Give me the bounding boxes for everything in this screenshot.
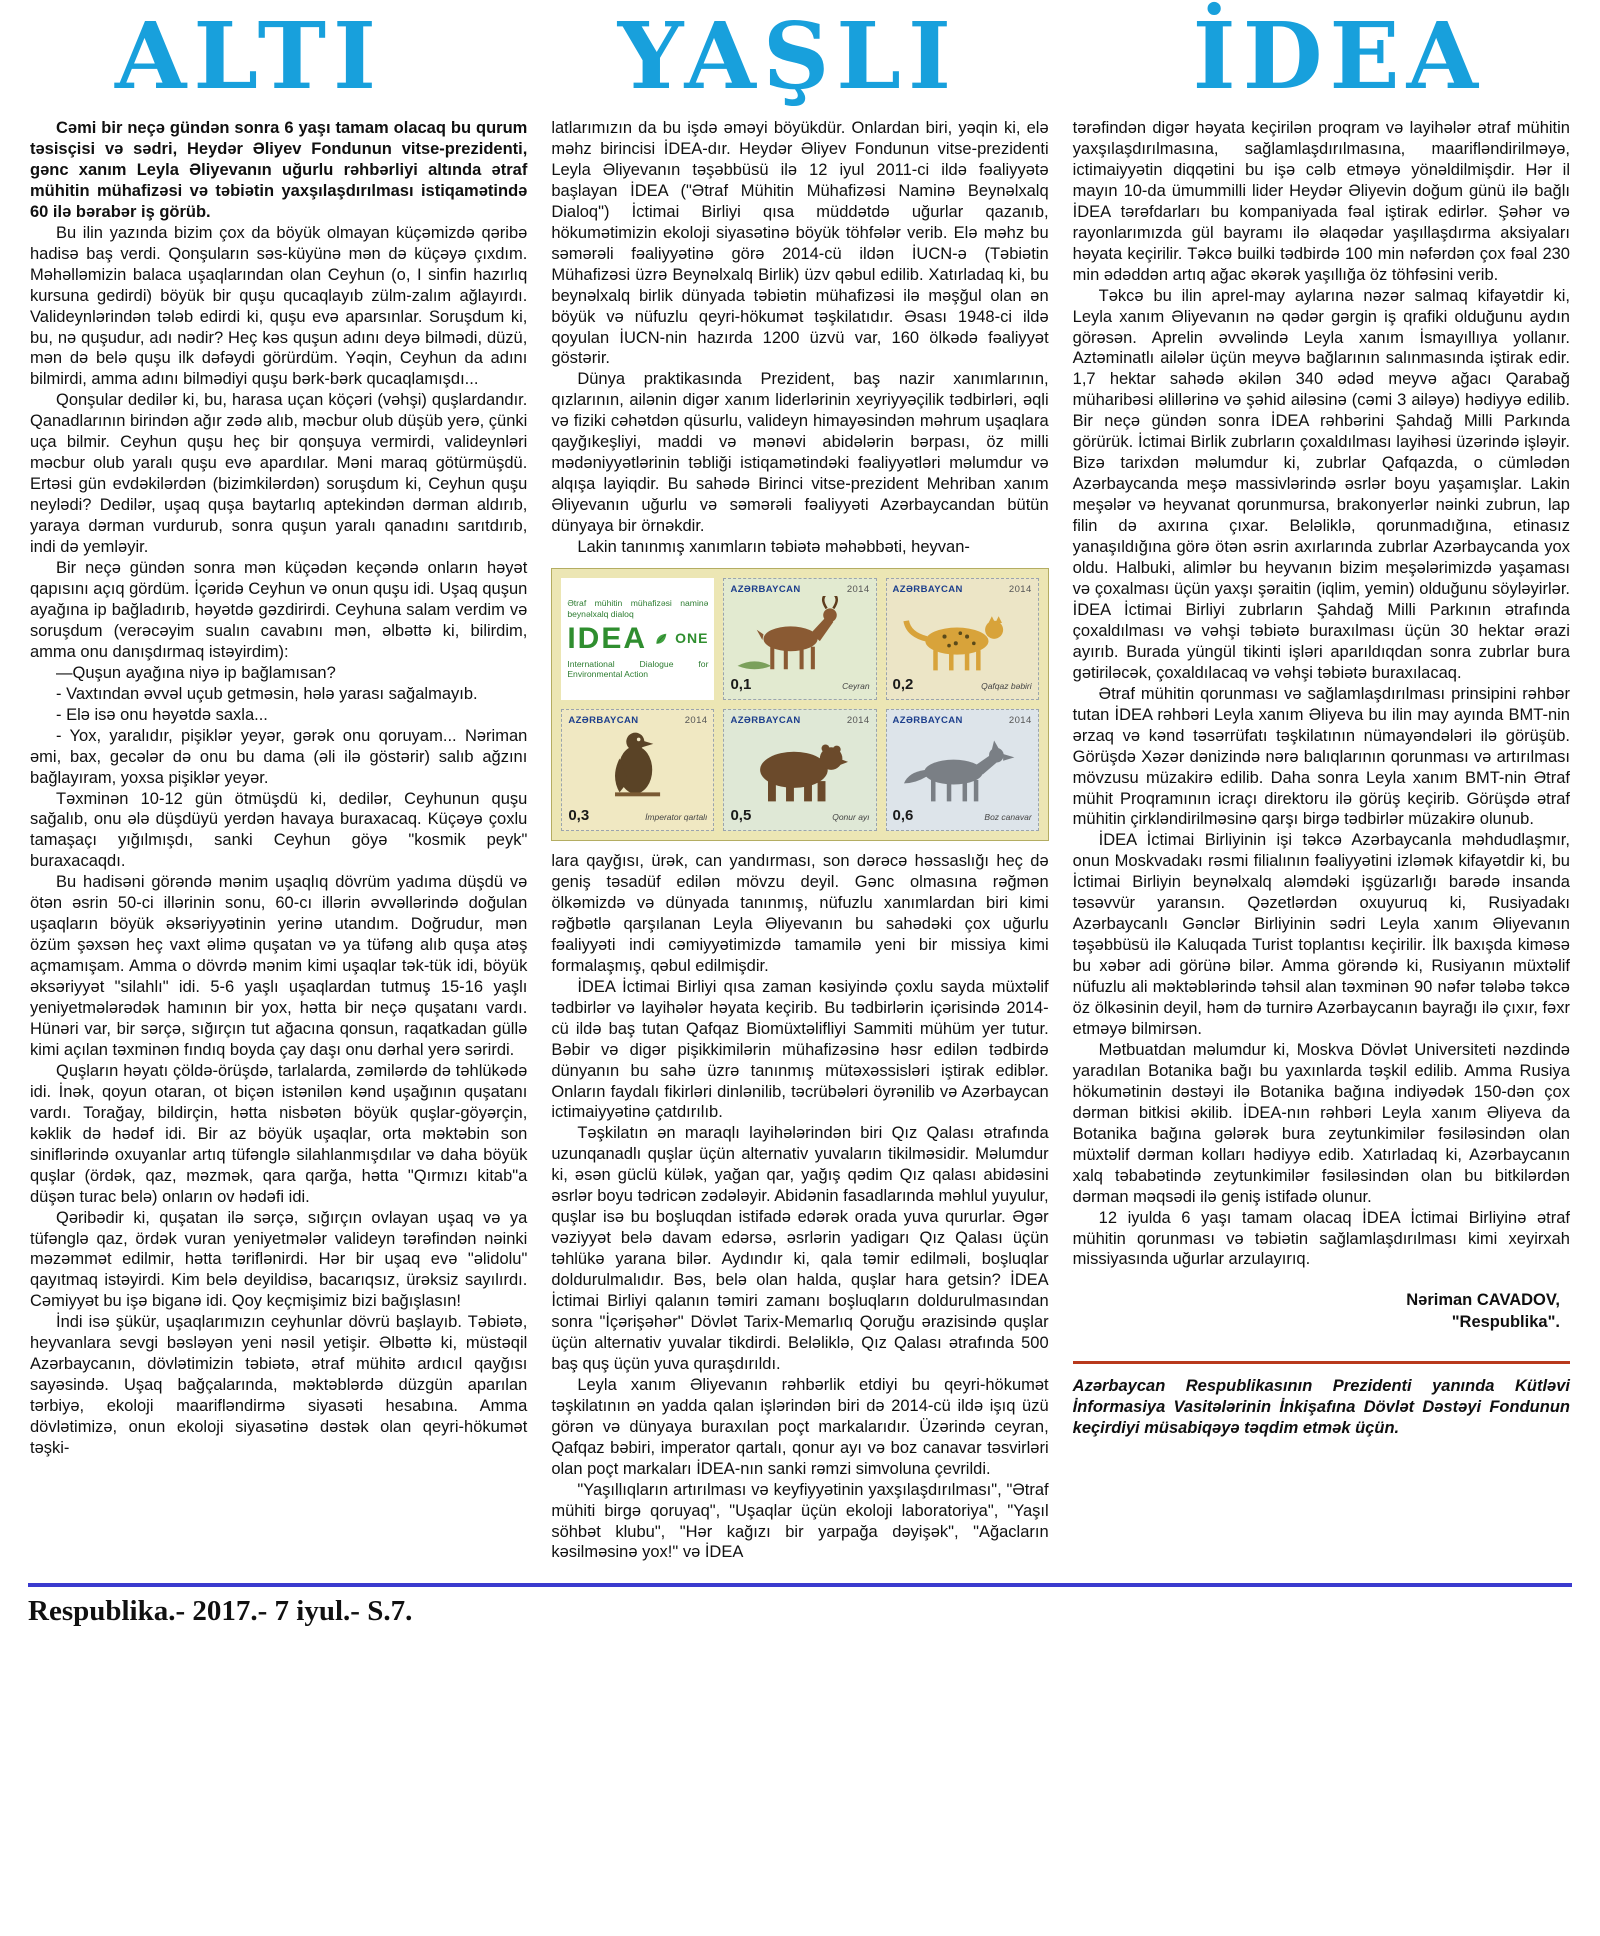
paragraph: Bu hadisəni görəndə mənim uşaqlıq dövrüm yadıma düşdü və ötən əsrin 50-ci illərinin sonu, 60-cı illərin əvvəllərində doğulan uşaqların böyük əksəriyyətinin yerinə utandım. Doğrudur, mən özüm şəxsən heç vaxt əlimə quşatan və ya tüfəng alıb quşa atəş açmamışam. Amma o dövrdə mənim kimi uşaqlar tək-tük idi, böyük əksəriyyət "silahlı" idi. 5-6 yaşlı uşaqlardan tutmuş 15-16 yaşlı yeniyetmələrədək hamının bir yox, hətta bir neçə quşatanı vardı. Hünəri var, bir sərçə, sığırçın tut ağacına qonsun, raqatkadan güllə kimi açılan təxminən fındıq boyda çay daşı onu dərhal yerə sərirdi. (30, 873, 528, 1059)
paragraph: Mətbuatdan məlumdur ki, Moskva Dövlət Universiteti nəzdində yaradılan Botanika bağı bu yaxınlarda təşkil edilib. Amma Rusiya hökumətinin dəstəyi ilə Botanika bağına indiyədək 150-dən çox dərman bitkisi əkilib. İDEA-nın rəhbəri Leyla xanım Əliyeva da Botanika bağına gələrək bura zeytunkimilər fəsiləsindən olan müxtəlif dərman kolları hədiyyə edib. Xatırladaq ki, Azərbaycanın xalq təbabətində zeytunkimilər fəsiləsindən olan bu bitkilərdən dərman məqsədi ilə geniş istifadə olunur. (1072, 1040, 1570, 1206)
stamp-year: 2014 (1008, 715, 1032, 727)
article-body (0, 102, 1600, 1563)
stamp-country: AZƏRBAYCAN (892, 715, 963, 727)
paragraph: Qəribədir ki, quşatan ilə sərçə, sığırçın ovlayan uşaq və ya tüfənglə qaz, ördək vuran yeniyetmələr valideyn tərəfindən nəinki məzəmmət edilmir, hətta təriflənirdi. Hər bir uşaq evə "əlidolu" qayıtmaq istəyirdi. Kim belə deyildisə, bacarıqsız, ürəksiz sayılırdı. Cəmiyyət bu işə biganə idi. Qoy keçmişimiz bizi bağışlasın! (30, 1208, 528, 1311)
stamps-sheet-image (551, 568, 1048, 841)
stamp-country: AZƏRBAYCAN (892, 584, 963, 596)
paragraph: - Vaxtından əvvəl uçub getməsin, hələ yarası sağalmayıb. (56, 684, 478, 703)
byline-author: Nəriman CAVADOV, (1406, 1291, 1560, 1310)
citation-footer: Respublika.- 2017.- 7 iyul.- S.7. (28, 1595, 413, 1628)
stamp-value: 0,5 (730, 806, 752, 824)
paragraph: Lakin tanınmış xanımların təbiətə məhəbbəti, heyvan- (577, 538, 970, 557)
stamp-country: AZƏRBAYCAN (730, 584, 801, 596)
stamp-eagle (561, 709, 714, 831)
stamp-country: AZƏRBAYCAN (730, 715, 801, 727)
masthead (0, 0, 1600, 110)
paragraph: Təxminən 10-12 gün ötmüşdü ki, dedilər, Ceyhunun quşu sağalıb, onu ələ düşdüyü yerdən havaya buraxacaq. Küçəyə çoxlu tamaşaçı yığılmışdı, sanki Ceyhun göyə "kosmik peyk" buraxacaqdı. (30, 789, 528, 871)
column-1-paragraphs (30, 223, 527, 1459)
masthead-word-1: ALTI (115, 2, 384, 110)
stamp-animal-name: İmperator qartalı (645, 811, 708, 822)
stamp-year: 2014 (684, 715, 708, 727)
stamp-bear (723, 709, 876, 831)
paragraph: Leyla xanım Əliyevanın rəhbərlik etdiyi bu qeyri-hökumət təşkilatının ən yadda qalan işlərindən biri də 2014-cü ildə işıq üzü görən və dünyaya buraxılan poçt markalarıdır. Üzərində ceyran, Qafqaz bəbiri, imperator qartalı, qonur ayı və boz canavar təsvirləri olan poçt markaları İDEA-nın sanki rəmzi simvoluna çevrildi. (551, 1375, 1049, 1478)
stamp-value: 0,6 (892, 806, 914, 824)
paragraph: Ətraf mühitin qorunması və sağlamlaşdırılması prinsipini rəhbər tutan İDEA rəhbəri Leyla xanım Əliyeva bu ilin may ayında BMT-nin ərzaq və kənd təsərrüfatı təşkilatının nümayəndələri ilə görüşüb. Görüşdə Xəzər dənizində nərə balıqlarının qorunması və artırılması mövzusu müzakirə edilib. Daha sonra Leyla xanım BMT-nin Ətraf mühit Proqramının icraçı direktoru ilə görüş keçirib. Görüşdə ətraf mühitin çirkləndirilməsinə qarşı birgə tədbirlər müzakirə olunub. (1072, 684, 1570, 829)
paragraph: - Yox, yaralıdır, pişiklər yeyər, gərək onu qoruyam... Nəriman əmi, bax, gecələr də onu bu dama (əli ilə göstərir) salıb ağzını bağlayıram, yoxsa pişiklər yeyər. (30, 726, 528, 787)
paragraph: Qonşular dedilər ki, bu, harasa uçan köçəri (vəhşi) quşlardandır. Qanadlarının birindən ağır zədə alıb, məcbur olub düşüb yerə, çünki uça bilmir. Ceyhun quşu heç bir qonşuya vermirdi, valideynləri məcbur olub yaralı quşu evə apardılar. Məni maraq götürmüşdü. Ertəsi gün evdəkilərdən (bizimkilərdən) soruşdum ki, Ceyhun quşu neylədi? Dedilər, uşaq quşa baytarlıq aptekindən dərman aldırıb, yaraya dərman vurdurub, sonra quşun yaralı qanadını sarıtdırıb, indi də yemləyir. (30, 391, 528, 557)
stamp-country: AZƏRBAYCAN (568, 715, 639, 727)
paragraph: Bir neçə gündən sonra mən küçədən keçəndə onların həyət qapısını açıq gördüm. İçəridə Ceyhun və onun quşu idi. Uşaq quşun ayağına ip bağladırıb, həyətdə gəzdirirdi. Ceyhuna salam verdim və soruşdum (verəcəyim sualın cavabını mən, əlbəttə ki, bilirdim, amma onu danışdırmaq istəyirdim): (30, 559, 528, 661)
eagle-icon (568, 727, 707, 806)
column-2-bottom-paragraphs (551, 851, 1048, 1563)
paragraph: "Yaşıllıqların artırılması və keyfiyyətinin yaxşılaşdırılması", "Ətraf mühiti birgə qoruyaq", "Uşaqlar üçün ekoloji laboratoriya", "Yaşıl söhbət klubu", "Hər kağızı bir yarpağa dəyişək", "Ağacların kəsilməsinə yox!" və İDEA (551, 1480, 1049, 1562)
paragraph: Quşların həyatı çöldə-örüşdə, tarlalarda, zəmilərdə də təhlükədə idi. İnək, qoyun otaran, ot biçən istənilən kənd uşağının quşatanı vardı. Torağay, bildirçin, hətta nisbətən böyük quşlar-göyərçin, kəklik də hədəf idi. Bir az böyük uşaqlar, orta məktəbin son siniflərində oxuyanlar artıq tüfənglə silahlanmışdılar və daha böyük quşlar (ördək, qaz, məzmək, qara qarğa, hətta "Qırmızı kitab"a düşən turac belə) onların ov hədəfi idi. (30, 1061, 528, 1206)
column-1 (30, 118, 527, 1563)
idea-tagline-en: International Dialogue for Environmental Action (567, 659, 709, 680)
masthead-word-2: YAŞLI (617, 2, 959, 110)
stamp-value: 0,1 (730, 675, 752, 693)
paragraph: tərəfindən digər həyata keçirilən proqram və layihələr ətraf mühitin yaxşılaşdırılmasına, sağlamlaşdırılmasına, maarifləndirilməyə, ictimaiyyətin diqqətini bu işə cəlb etməyə yönəldilmişdir. Hər il mayın 10-da ümummilli lider Heydər Əliyevin doğum günü ilə bağlı İDEA tərəfdarları bu kompaniyada fəal iştirak edirlər. Şəhər və rayonlarımızda gül bayramı ilə əlaqədar yaşıllaşdırma aksiyaları həyata keçirilir. Təkcə builki tədbirdə 100 min nəfərdən çox fəal 230 min ədəddən artıq ağac əkərək yaşıllığa öz töhfəsini verib. (1072, 119, 1570, 284)
paragraph: lara qayğısı, ürək, can yandırması, son dərəcə həssaslığı heç də geniş təsadüf edilən mövzu deyil. Gənc olmasına rəğmən ölkəmizdə və dünyada tanınmış, nüfuzlu xanımlardan biri kimi rəğbətlə qarşılanan Leyla Əliyevanın bu sahədəki çox uğurlu fəaliyyəti indi cəmiyyətimizdə tamamilə yeni bir missiya kimi formalaşmış, qəbul edilmişdir. (551, 852, 1049, 975)
stamp-animal-name: Boz canavar (984, 811, 1032, 822)
idea-one-text: ONE (675, 630, 709, 647)
idea-logo-text: IDEA (567, 622, 648, 656)
masthead-word-3: İDEA (1192, 2, 1485, 110)
stamp-wolf (886, 709, 1039, 831)
paragraph: İDEA İctimai Birliyinin işi təkcə Azərbaycanla məhdudlaşmır, onun Moskvadakı rəsmi filialının fəaliyyətini izləmək kifayətdir ki, bu İctimai Birliyin beynəlxalq aləmdəki işgüzarlığı barədə insanda təsəvvür yaransın. Qəzetlərdən oxuyuruq ki, Rusiyadakı Azərbaycanlı Gənclər Birliyinin sədri Leyla xanım Əliyevanın təşəbbüsü ilə Kaluqada Turist toplantısı keçirilir. İlk baxışda kiməsə bu xəbər adi görünə bilər. Amma görəndə ki, Rusiyanın müxtəlif nüfuzlu ali məktəblərində təhsil alan təxminən 90 nəfər tələbə təkcə öz ölkəsinin deyil, həm də turnirə Azərbaycanın bayrağı ilə çıxır, fəxr etməyə bilmirsən. (1072, 831, 1570, 1038)
bear-icon (730, 727, 869, 806)
stamp-year: 2014 (846, 715, 870, 727)
note-separator-line (1073, 1361, 1570, 1364)
stamp-value: 0,2 (892, 675, 914, 693)
contest-note: Azərbaycan Respublikasının Prezidenti yanında Kütləvi İnformasiya Vasitələrinin İnkişafına Dövlət Dəstəyi Fondunun keçirdiyi müsabiqəyə təqdim etmək üçün. (1072, 1377, 1570, 1438)
stamp-animal-name: Ceyran (842, 680, 870, 691)
byline-source: "Respublika". (1451, 1312, 1560, 1331)
byline (1073, 1290, 1570, 1333)
paragraph: Dünya praktikasında Prezident, baş nazir xanımlarının, qızlarının, ailənin digər xanım liderlərinin xeyriyyəçilik tədbirləri, əqli və fiziki cəhətdən qüsurlu, valideyn himayəsindən məhrum uşaqlara qayğıkeşliyi, maddi və mənəvi abidələrin bərpası, öz milli mədəniyyətlərinin təbliği istiqamətindəki fəaliyyətləri məlumdur və alqışa layiqdir. Bu sahədə Birinci vitse-prezident Mehriban xanım Əliyevanın uğurlu və səmərəli fəaliyyəti Azərbaycandan bütün dünyaya bir örnəkdir. (551, 370, 1049, 536)
wolf-icon (893, 727, 1032, 806)
column-2 (551, 118, 1048, 1563)
paragraph: Təşkilatın ən maraqlı layihələrindən biri Qız Qalası ətrafında uzunqanadlı quşlar üçün alternativ yuvaların tikilməsidir. Məlumdur ki, əsən güclü külək, yağan qar, yağış qədim Qız qalası abidəsini əsrlər boyu tədricən zədələyir. Abidənin fasadlarında məhlul yuyulur, quşlar isə bu boşluqdan istifadə edərək orada yuva qururlar. Əgər vəziyyət belə davam edərsə, əsrlərin yadigarı Qız Qalası üçün təhlükə yarana bilər. Aydındır ki, qala təmir edilməli, boşluqlar doldurulmalıdır. Bəs, belə olan halda, quşlar hara getsin? İDEA İctimai Birliyi qalanın təmiri zamanı boşluqların doldurulmasından sonra "İçərişəhər" Dövlət Tarix-Memarlıq Qoruğu ərazisində quşlar üçün alternativ yuvalar tikdirdi. Beləliklə, Qız Qalası ətrafında 500 baş quş üçün yuva quraşdırıldı. (551, 1124, 1049, 1373)
column-3 (1073, 118, 1570, 1563)
lead-paragraph: Cəmi bir neçə gündən sonra 6 yaşı tamam olacaq bu qurum təsisçisi və sədri, Heydər Əliyev Fondunun vitse-prezidenti, gənc xanım Leyla Əliyevanın uğurlu rəhbərliyi altında ətraf mühitin mühafizəsi və təbiətin yaxşılaşdırılması istiqamətində 60 ilə bərabər iş görüb. (30, 119, 528, 221)
idea-tagline-az: Ətraf mühitin mühafizəsi naminə beynəlxalq dialoq (567, 598, 709, 619)
column-3-paragraphs (1073, 118, 1570, 1270)
column-2-top-paragraphs (551, 118, 1048, 558)
paragraph: - Elə isə onu həyətdə saxla... (56, 705, 268, 724)
paragraph: 12 iyulda 6 yaşı tamam olacaq İDEA İctimai Birliyinə ətraf mühitin qorunması və təbiətin sağlamlaşdırılması kimi xeyirxah missiyasında uğurlar arzulayırıq. (1072, 1208, 1570, 1269)
stamp-animal-name: Qafqaz bəbiri (981, 680, 1032, 691)
gazelle-icon (730, 596, 869, 675)
leaf-icon (654, 628, 668, 650)
stamp-year: 2014 (846, 584, 870, 596)
stamp-gazelle (723, 578, 876, 700)
footer-rule (28, 1583, 1572, 1587)
leopard-icon (893, 596, 1032, 675)
stamp-animal-name: Qonur ayı (832, 811, 870, 822)
paragraph: İndi isə şükür, uşaqlarımızın ceyhunlar dövrü başlayıb. Təbiətə, heyvanlara sevgi bəsləyən yeni nəsil yetişir. Əlbəttə ki, müstəqil Azərbaycanın, dövlətimizin təbiətə, ətraf mühitə ardıcıl qayğısı sayəsində. Uşaq bağçalarında, məktəblərdə düzgün aparılan tərbiyə, ekoloji maarifləndirmə siyasəti hesabına. Amma dövlətimizə, onun ekoloji siyasətinə dəstək olan qeyri-hökumət təşki- (30, 1313, 528, 1458)
stamp-year: 2014 (1008, 584, 1032, 596)
paragraph: Təkcə bu ilin aprel-may aylarına nəzər salmaq kifayətdir ki, Leyla xanım Əliyevanın nə qədər gərgin iş qrafiki olduğunu aydın görəsən. Aprelin əvvəlində Leyla xanım İsmayıllıya yollanır. Aztəminatlı ailələr üçün meyvə bağlarının salınmasında iştirak edir. 1,7 hektar sahədə əkilən 340 ədəd meyvə ağacı Qarabağ müharibəsi əlillərinə və şəhid ailəsinə (cəmi 3 ailəyə) hədiyyə edilib. Bir neçə gündən sonra İDEA rəhbərini Şahdağ Milli Parkında görürük. İctimai Birlik zubrların çoxaldılması layihəsi üzərində işləyir. Bizə tarixdən məlumdur ki, zubrlar Qafqazda, o cümlədən Azərbaycanda meşə massivlərində əsrlər boyu yaşamışlar. Lakin meşələr və heyvanat qorunmursa, brakonyerlər nəinki zubrun, lap filin də axırına çıxar. Beləliklə, qorunmadığına, etinasız yanaşıldığına görə ötən əsrin axırlarında zubrlar Azərbaycanda yox oldu. Halbuki, alimlər bu heyvanın bizim meşələrimizdə yaşaması və çoxalması üçün yaxşı şəraitin (iqlim, yemin) olduğunu söyləyirlər. İDEA İctimai Birliyi zubrların Şahdağ Milli Parkının ətrafında çoxaldılması və vəhşi təbiətə buraxılması üçün 30 hektar ərazi ayırıb. Burada yüngül tikinti işləri aparıldıqdan sonra zubrlar bura gətiriləcək, çoxaldılacaq və vəhşi təbiətə buraxılacaq. (1072, 286, 1570, 682)
stamp-leopard (886, 578, 1039, 700)
stamp-value: 0,3 (568, 806, 590, 824)
paragraph: İDEA İctimai Birliyi qısa zaman kəsiyində çoxlu sayda müxtəlif tədbirlər və layihələr həyata keçirib. Bu tədbirlərin içərisində 2014-cü ildə baş tutan Qafqaz Biomüxtəlifliyi Sammiti mühüm yer tutur. Bəbir və digər pişikkimilərin mühafizəsinə həsr edilən tədbirdə dünyanın bu sahə üzrə tanınmış mütəxəssisləri iştirak ediblər. Onların faydalı fikirləri dinlənilib, təcrübələri öyrənilib və Azərbaycan ictimaiyyətinə çatdırılıb. (551, 977, 1049, 1122)
paragraph: Bu ilin yazında bizim çox da böyük olmayan küçəmizdə qəribə hadisə baş verdi. Qonşuların səs-küyünə mən də küçəyə çıxdım. Məhəlləmizin balaca uşaqlarından olan Ceyhun (o, I sinfin hazırlıq kursuna gedirdi) böyük bir quşu qucaqlayıb zülm-zalım ağlayırdı. Valideynlərindən tələb edirdi ki, quşu evə aparsınlar. Soruşdum ki, bu, nə quşudur, adı nədir? Heç kəs quşun adını deyə bilmədi, düzü, mən də belə quşu ilk dəfəydi görürdüm. Yəqin, Ceyhun da adını bilmirdi, amma adını bilmədiyi quşu bərk-bərk qucaqlamışdı... (30, 223, 528, 389)
idea-logo-block (561, 578, 714, 700)
paragraph: —Quşun ayağına niyə ip bağlamısan? (56, 663, 336, 682)
paragraph: latlarımızın da bu işdə əməyi böyükdür. Onlardan biri, yəqin ki, elə məhz birincisi İDEA-dır. Heydər Əliyev Fondunun vitse-prezidenti Leyla Əliyevanın təşəbbüsü ilə 12 iyul 2011-ci ildə fəaliyyətə başlayan İDEA ("Ətraf Mühitin Mühafizəsi Naminə Beynəlxalq Dialoq") İctimai Birliyi qısa müddətdə uğurlar qazanıb, hökumətimizin ekoloji siyasətinə böyük töhfələr verib. Elə məhz bu səmərəli fəaliyyətinə görə 2014-cü ildən İUCN-ə (Təbiətin Mühafizəsi üzrə Beynəlxalq Birlik) üzv qəbul edilib. Xatırladaq ki, bu beynəlxalq birlik dünyada təbiətin mühafizəsi ilə məşğul olan ən böyük və nüfuzlu qeyri-hökumət təşkilatıdır. Əsası 1948-ci ildə qoyulan İUCN-nin hazırda 1200 üzvü var, 160 ölkədə fəaliyyət göstərir. (551, 119, 1049, 368)
